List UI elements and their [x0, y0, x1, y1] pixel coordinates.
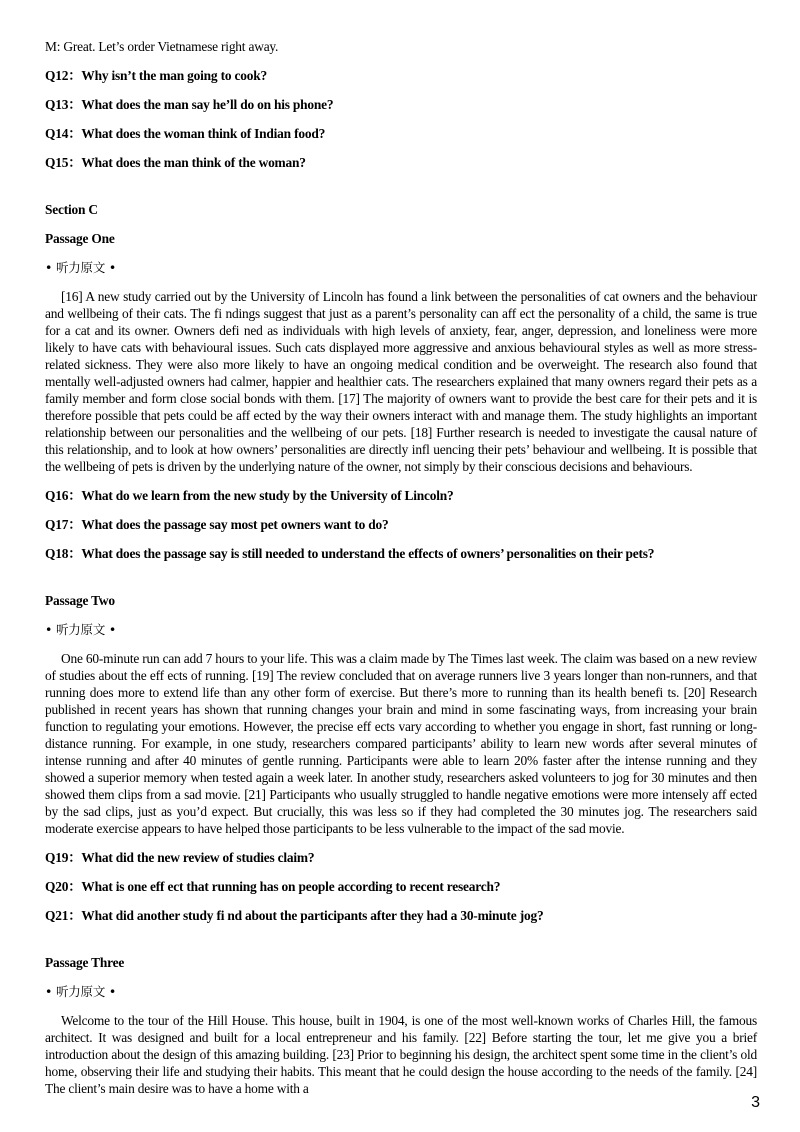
- question-14: Q14：What does the woman think of Indian food?: [45, 126, 326, 141]
- passage-two-text: One 60-minute run can add 7 hours to your life. This was a claim made by The Times last week. The claim was based on a new review of studies about the eff ects of running. [19] The review concluded that on average runners live 3 years longer than non-runners, and that running does more to extend life than any other form of exercise. But there’s more to running than its health benefi ts. [20] Research published in recent years has shown that running changes your brain and mind in some fascinating ways, from increasing your brain function to regulating your emotions. However, the precise eff ects vary according to whether you engage in short, fast running or long-distance running. For example, in one study, researchers compared participants’ ability to learn new words after several minutes of intense running and after 40 minutes of gentle running. Participants were able to learn 20% faster after the intense running and they showed a superior memory when tested again a week later. In another study, researchers asked volunteers to jog for 30 minutes and then showed them clips from a sad movie. [21] Participants who usually struggled to handle negative emotions were more intensely aff ected by the sad clips, just as you’d expect. But crucially, this was less so if they had completed the 30 minutes jog. The researchers said moderate exercise appears to have helped those participants to be less vulnerable to the impact of the sad movie.: [45, 651, 758, 836]
- question-16: Q16：What do we learn from the new study by the University of Lincoln?: [45, 488, 454, 503]
- passage-three-title: Passage Three: [45, 955, 125, 970]
- passage-one-tag: • 听力原文 •: [45, 260, 117, 275]
- section-heading: Section C: [45, 202, 98, 217]
- question-20: Q20：What is one eff ect that running has on people according to recent research?: [45, 879, 501, 894]
- question-12: Q12：Why isn’t the man going to cook?: [45, 68, 267, 83]
- passage-three-text: Welcome to the tour of the Hill House. This house, built in 1904, is one of the most well-known works of Charles Hill, the famous architect. It was designed and built for a local entrepreneur and his family. [22] Before starting the tour, let me give you a brief introduction about the design of this amazing building. [23] Prior to beginning his design, the architect spent some time in the client’s old home, observing their life and studying their habits. This meant that he could design the house according to the needs of the family. [24] The client’s main desire was to have a home with a: [45, 1013, 757, 1096]
- question-21: Q21：What did another study fi nd about the participants after they had a 30-minute jog?: [45, 908, 544, 923]
- passage-one-title: Passage One: [45, 231, 115, 246]
- dialogue-line: M: Great. Let’s order Vietnamese right away.: [45, 39, 279, 54]
- passage-two-title: Passage Two: [45, 593, 115, 608]
- passage-two-tag: • 听力原文 •: [45, 622, 117, 637]
- question-13: Q13：What does the man say he’ll do on his phone?: [45, 97, 334, 112]
- passage-one-text: [16] A new study carried out by the University of Lincoln has found a link between the personalities of cat owners and the behaviour and wellbeing of their cats. The fi ndings suggest that just as a parent’s personality can aff ect the personality of a child, the same is true for a cat and its owner. Owners defi ned as individuals with high levels of anxiety, fear, anger, depression, and loneliness were more likely to have cats with behavioural issues. Such cats displayed more aggressive and anxious behavioural styles as well as more stress-related sickness. They were also more likely to have an ongoing medical condition and be overweight. The research also found that mentally well-adjusted owners had calmer, happier and healthier cats. The researchers explained that many owners regard their pets as a family member and form close social bonds with them. [17] The majority of owners want to provide the best care for their pets and it is therefore possible that pets could be aff ected by the way their owners interact with and manage them. The study highlights an important relationship between our personalities and the wellbeing of our pets. [18] Further research is needed to investigate the causal nature of this relationship, and to look at how owners’ personalities are directly infl uencing their pets’ behaviour and wellbeing. It is possible that the wellbeing of pets is driven by the underlying nature of the owner, not simply by their conscious decisions and behaviours.: [45, 289, 757, 474]
- question-17: Q17：What does the passage say most pet owners want to do?: [45, 517, 389, 532]
- passage-three-tag: • 听力原文 •: [45, 984, 117, 999]
- question-19: Q19：What did the new review of studies claim?: [45, 850, 315, 865]
- question-15: Q15：What does the man think of the woman?: [45, 155, 306, 170]
- page-number: 3: [751, 1094, 760, 1111]
- question-18: Q18：What does the passage say is still needed to understand the effects of owners’ personalities on their pets?: [45, 546, 655, 561]
- document-page: [45, 38, 757, 1109]
